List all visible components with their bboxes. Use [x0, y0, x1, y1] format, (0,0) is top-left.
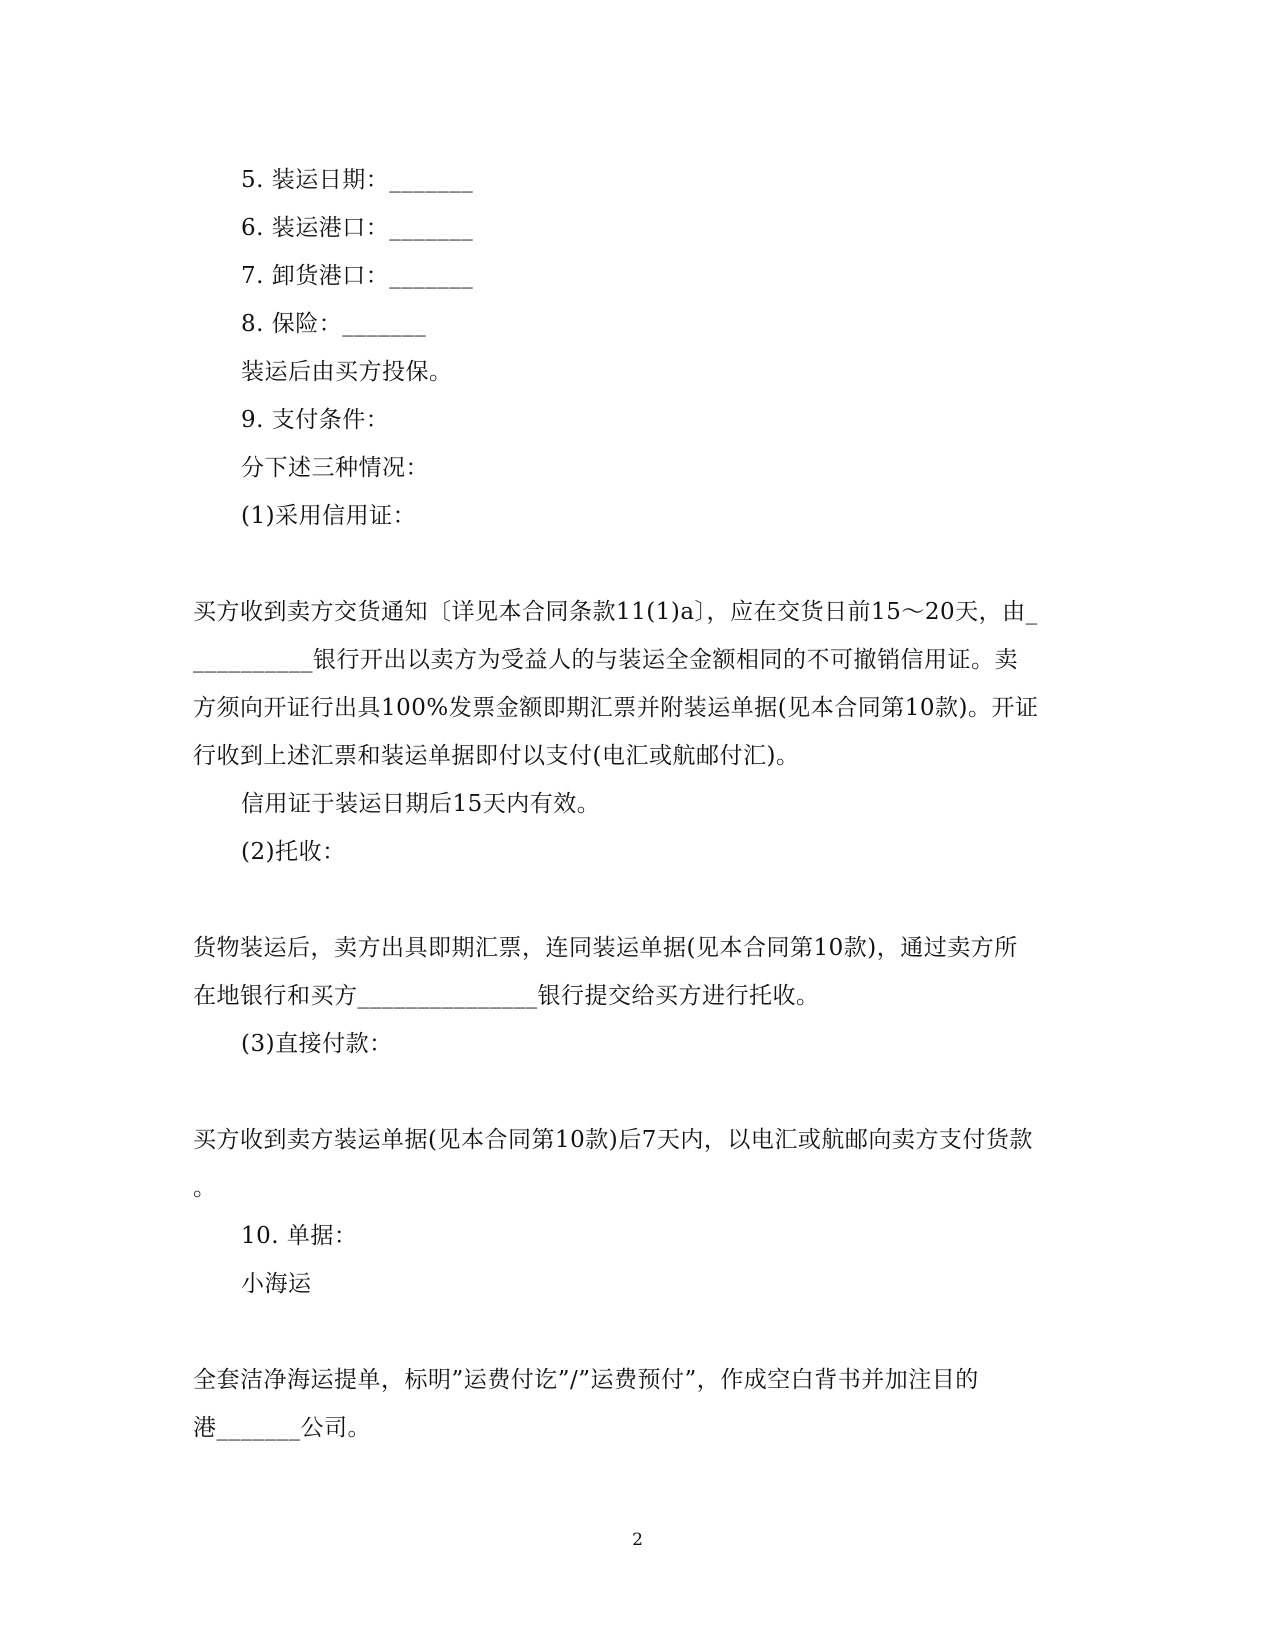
clause-9-payment-terms: 9. 支付条件： — [241, 407, 390, 433]
clause-6-port-of-loading: 6. 装运港口：_______ — [241, 215, 474, 241]
payment-collection-heading: (2)托收： — [241, 839, 346, 865]
documents-subheading: 小海运 — [241, 1271, 312, 1297]
collection-paragraph-line-1: 货物装运后，卖方出具即期汇票，连同装运单据(见本合同第10款)，通过卖方所 — [193, 935, 1018, 961]
payment-cases-intro: 分下述三种情况： — [241, 455, 429, 481]
clause-7-port-of-discharge: 7. 卸货港口：_______ — [241, 263, 474, 289]
clause-5-shipment-date: 5. 装运日期：_______ — [241, 167, 474, 193]
insurance-note: 装运后由买方投保。 — [241, 359, 453, 385]
letter-of-credit-paragraph-line-1: 买方收到卖方交货通知〔详见本合同条款11(1)a〕，应在交货日前15～20天，由_ — [193, 599, 1038, 625]
payment-letter-of-credit-heading: (1)采用信用证： — [241, 503, 417, 529]
clause-8-insurance: 8. 保险：_______ — [241, 311, 427, 337]
letter-of-credit-paragraph-line-4: 行收到上述汇票和装运单据即付以支付(电汇或航邮付汇)。 — [193, 743, 800, 769]
payment-direct-heading: (3)直接付款： — [241, 1031, 393, 1057]
letter-of-credit-validity: 信用证于装运日期后15天内有效。 — [241, 791, 601, 817]
letter-of-credit-paragraph-line-3: 方须向开证行出具100%发票金额即期汇票并附装运单据(见本合同第10款)。开证 — [193, 695, 1039, 721]
bill-of-lading-paragraph-line-1: 全套洁净海运提单，标明”运费付讫”/”运费预付”，作成空白背书并加注目的 — [193, 1367, 979, 1393]
direct-payment-paragraph-line-2: 。 — [193, 1175, 217, 1201]
letter-of-credit-paragraph-line-2: __________银行开出以卖方为受益人的与装运全金额相同的不可撤销信用证。卖 — [193, 647, 1018, 673]
clause-10-documents: 10. 单据： — [241, 1223, 358, 1249]
direct-payment-paragraph-line-1: 买方收到卖方装运单据(见本合同第10款)后7天内，以电汇或航邮向卖方支付货款 — [193, 1127, 1033, 1153]
page-number: 2 — [632, 1530, 643, 1550]
bill-of-lading-paragraph-line-2: 港_______公司。 — [193, 1415, 371, 1441]
collection-paragraph-line-2: 在地银行和买方_______________银行提交给买方进行托收。 — [193, 983, 820, 1009]
